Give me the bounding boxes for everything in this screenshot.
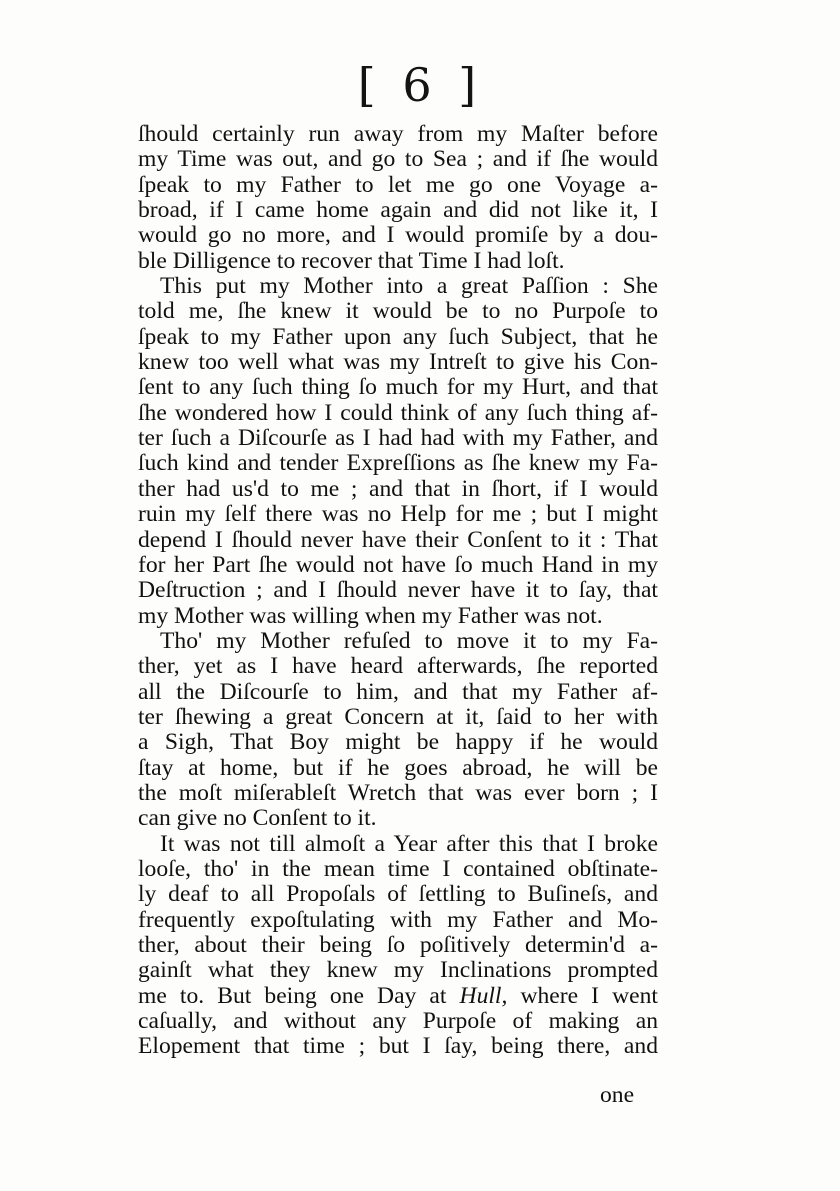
text-line <box>138 933 658 958</box>
text-line-content: ſtay at home, but if he goes abroad, he will be <box>138 754 658 781</box>
text-line <box>138 528 658 553</box>
text-line-content: knew too well what was my Intreſt to give his Con- <box>138 349 658 376</box>
text-line-content: ſuch kind and tender Expreſſions as ſhe knew my Fa- <box>138 450 658 477</box>
text-line-content: ter ſhewing a great Concern at it, ſaid to her with <box>138 703 658 730</box>
text-line-content: ſhould certainly run away from my Maſter before <box>138 121 658 147</box>
text-line <box>138 299 658 324</box>
text-line <box>138 629 658 654</box>
text-line <box>138 173 658 198</box>
text-line <box>138 553 658 578</box>
text-line <box>138 122 658 147</box>
text-line-content: Elopement that time ; but I ſay, being there, and <box>138 1033 658 1060</box>
text-line <box>138 705 658 730</box>
text-line <box>138 1009 658 1034</box>
text-line <box>138 426 658 451</box>
text-line-content: the moſt miſerableſt Wretch that was ever born ; I <box>138 779 658 806</box>
text-line-content: ble Dilligence to recover that Time I had loſt. <box>138 247 565 274</box>
text-line <box>138 781 658 806</box>
text-line <box>138 451 658 476</box>
text-line-content: ly deaf to all Propoſals of ſettling to Buſineſs, and <box>138 881 658 908</box>
text-line-content: caſually, and without any Purpoſe of making an <box>138 1008 658 1035</box>
place-name: Hull, <box>459 982 508 1009</box>
text-line <box>138 604 658 629</box>
text-line <box>138 832 658 857</box>
text-line-content: broad, if I came home again and did not like it, I <box>138 197 658 224</box>
body-text <box>138 122 658 1060</box>
text-line <box>138 249 658 274</box>
text-line-content: ther, yet as I have heard afterwards, ſhe reported <box>138 653 658 680</box>
text-line <box>138 325 658 350</box>
text-line <box>138 1034 658 1059</box>
text-line-content: my Time was out, and go to Sea ; and if ſhe would <box>138 146 658 173</box>
text-line-content: can give no Conſent to it. <box>138 805 377 832</box>
text-line-content: ther had us'd to me ; and that in ſhort, if I would <box>138 475 658 502</box>
text-line-content: me to. But being one Day at <box>138 982 460 1009</box>
page-number: [ 6 ] <box>357 58 483 112</box>
text-line <box>138 375 658 400</box>
text-line-content: This put my Mother into a great Paſſion : She <box>160 273 658 300</box>
text-line <box>138 147 658 172</box>
text-line-content: ſpeak to my Father to let me go one Voyage a- <box>138 171 658 198</box>
text-line <box>138 401 658 426</box>
text-line <box>138 882 658 907</box>
text-line-content: a Sigh, That Boy might be happy if he would <box>138 729 658 756</box>
text-line <box>138 908 658 933</box>
text-line-content: all the Diſcourſe to him, and that my Father af- <box>138 678 658 705</box>
text-line-content: ther, about their being ſo poſitively determin'd a- <box>138 932 658 958</box>
text-line <box>138 984 658 1009</box>
text-line <box>138 578 658 603</box>
text-line-content: ſent to any ſuch thing ſo much for my Hurt, and that <box>138 374 658 401</box>
text-line <box>138 198 658 223</box>
text-line-content: ſpeak to my Father upon any ſuch Subject, that he <box>138 323 658 350</box>
text-line <box>138 654 658 679</box>
text-line <box>138 958 658 983</box>
text-line-content: ter ſuch a Diſcourſe as I had had with my Father, and <box>138 425 658 452</box>
text-line-content: frequently expoſtulating with my Father and Mo- <box>138 906 658 933</box>
text-line <box>138 223 658 248</box>
text-line-content: my Mother was willing when my Father was not. <box>138 602 603 629</box>
text-line-content: ſhe wondered how I could think of any ſuch thing af- <box>138 399 658 426</box>
text-line-content: told me, ſhe knew it would be to no Purpoſe to <box>138 298 658 325</box>
text-line <box>138 274 658 299</box>
text-line-content: where I went <box>507 982 658 1009</box>
text-line <box>138 350 658 375</box>
text-line <box>138 477 658 502</box>
text-line-content: looſe, tho' in the mean time I contained obſtinate- <box>138 855 658 882</box>
catchword: one <box>600 1082 635 1108</box>
text-line-content: gainſt what they knew my Inclinations prompted <box>138 957 658 984</box>
text-line <box>138 730 658 755</box>
text-line-content: for her Part ſhe would not have ſo much Hand in my <box>138 551 658 578</box>
text-line-content: Tho' my Mother refuſed to move it to my Fa- <box>160 627 658 654</box>
text-line <box>138 857 658 882</box>
text-line <box>138 502 658 527</box>
text-line-content: depend I ſhould never have their Conſent to it : That <box>138 526 658 553</box>
text-line-content: would go no more, and I would promiſe by a dou- <box>138 222 658 249</box>
text-line-content: It was not till almoſt a Year after this that I broke <box>160 830 658 857</box>
text-line <box>138 806 658 831</box>
text-line-content: ruin my ſelf there was no Help for me ; but I might <box>138 501 658 528</box>
text-line-content: Deſtruction ; and I ſhould never have it to ſay, that <box>138 577 658 604</box>
text-line <box>138 680 658 705</box>
text-line <box>138 756 658 781</box>
